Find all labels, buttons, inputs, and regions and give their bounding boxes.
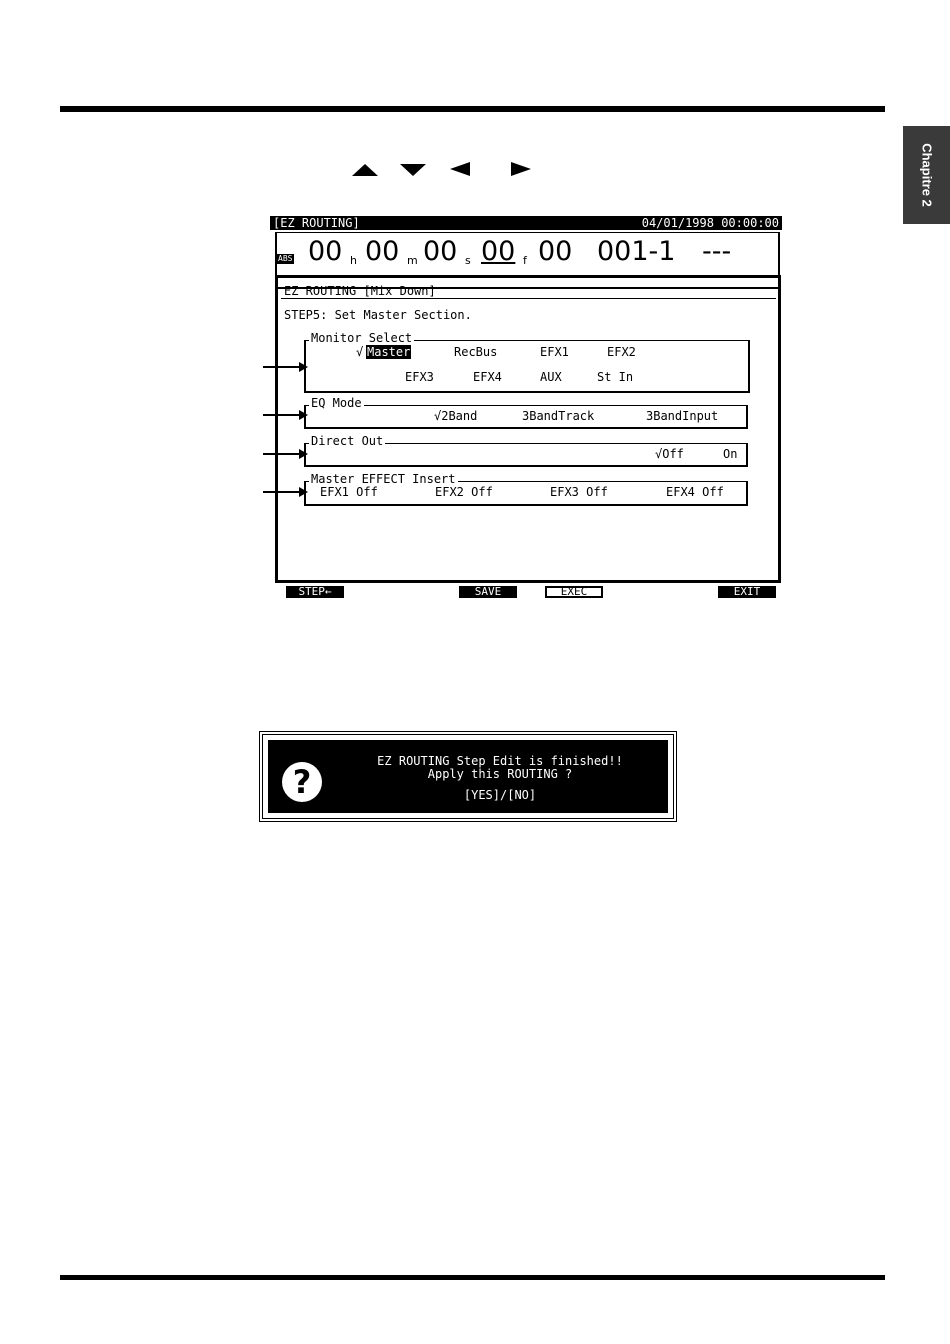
cursor-down-icon <box>400 164 426 176</box>
eq-option-3bandtrack[interactable]: 3BandTrack <box>522 409 595 423</box>
counter-scene: --- <box>702 236 732 267</box>
dialog-body <box>268 740 668 813</box>
eq-option-2band[interactable]: √2Band <box>434 409 478 423</box>
master-effect-insert-label: Master EFFECT Insert <box>311 472 456 486</box>
counter-frames-unit: f <box>523 254 527 267</box>
step-back-button[interactable]: STEP← <box>286 586 344 598</box>
screen-title: [EZ ROUTING] <box>273 216 360 230</box>
counter-marker: 001-1 <box>597 236 676 267</box>
insert-option-efx1[interactable]: EFX1 Off <box>320 485 378 499</box>
monitor-select-pointer <box>263 366 306 368</box>
save-button[interactable]: SAVE <box>459 586 517 598</box>
monitor-option-recbus[interactable]: RecBus <box>454 345 498 359</box>
counter-subframes: 00 <box>538 236 573 267</box>
cursor-right-icon <box>511 162 531 176</box>
counter-minutes-unit: m <box>407 254 418 267</box>
master-effect-insert-pointer <box>263 491 306 493</box>
chapter-tab-label: Chapitre 2 <box>919 143 934 207</box>
insert-option-efx4[interactable]: EFX4 Off <box>666 485 724 499</box>
monitor-option-master[interactable]: Master <box>367 345 411 359</box>
dialog-frame <box>262 734 674 819</box>
dialog-line-2: Apply this ROUTING ? <box>427 767 573 781</box>
monitor-option-efx2[interactable]: EFX2 <box>607 345 636 359</box>
panel-heading: EZ ROUTING [Mix Down] <box>284 284 436 298</box>
monitor-option-efx4[interactable]: EFX4 <box>473 370 502 384</box>
dialog-line-1: EZ ROUTING Step Edit is finished!! <box>377 754 623 768</box>
exec-button[interactable]: EXEC <box>545 586 603 598</box>
direct-out-option-on[interactable]: On <box>723 447 738 461</box>
counter-seconds: 00 <box>423 236 458 267</box>
monitor-option-aux[interactable]: AUX <box>540 370 562 384</box>
question-icon: ? <box>282 762 322 802</box>
softkey-bar <box>270 586 782 600</box>
eq-mode-label: EQ Mode <box>311 396 362 410</box>
monitor-option-efx1[interactable]: EFX1 <box>540 345 569 359</box>
master-check: √ <box>356 345 364 359</box>
direct-out-option-off[interactable]: √Off <box>655 447 684 461</box>
eq-mode-pointer <box>263 414 306 416</box>
screen-datetime: 04/01/1998 00:00:00 <box>641 216 779 230</box>
counter-frames: 00 <box>481 236 516 267</box>
insert-option-efx3[interactable]: EFX3 Off <box>550 485 608 499</box>
lcd-screen <box>270 216 782 602</box>
dialog-yes-no[interactable]: [YES]/[NO] <box>463 788 537 802</box>
confirm-dialog <box>259 731 677 822</box>
bottom-rule <box>60 1275 885 1280</box>
direct-out-pointer <box>263 453 306 455</box>
counter-seconds-unit: s <box>465 254 471 267</box>
insert-option-efx2[interactable]: EFX2 Off <box>435 485 493 499</box>
screen-title-bar <box>270 216 782 230</box>
counter-minutes: 00 <box>365 236 400 267</box>
eq-option-3bandinput[interactable]: 3BandInput <box>646 409 719 423</box>
monitor-option-efx3[interactable]: EFX3 <box>405 370 434 384</box>
abs-badge: ABS <box>278 254 293 263</box>
counter-hours-unit: h <box>350 254 357 267</box>
direct-out-label: Direct Out <box>311 434 384 448</box>
counter-hours: 00 <box>308 236 343 267</box>
top-rule <box>60 106 885 112</box>
exit-button[interactable]: EXIT <box>718 586 776 598</box>
monitor-select-label: Monitor Select <box>311 331 413 345</box>
cursor-left-icon <box>450 162 470 176</box>
step-instruction: STEP5: Set Master Section. <box>284 308 472 322</box>
cursor-up-icon <box>352 164 378 176</box>
ez-routing-panel <box>275 275 781 583</box>
monitor-option-st-in[interactable]: St In <box>597 370 634 384</box>
heading-divider <box>281 298 776 299</box>
chapter-tab <box>903 126 950 224</box>
